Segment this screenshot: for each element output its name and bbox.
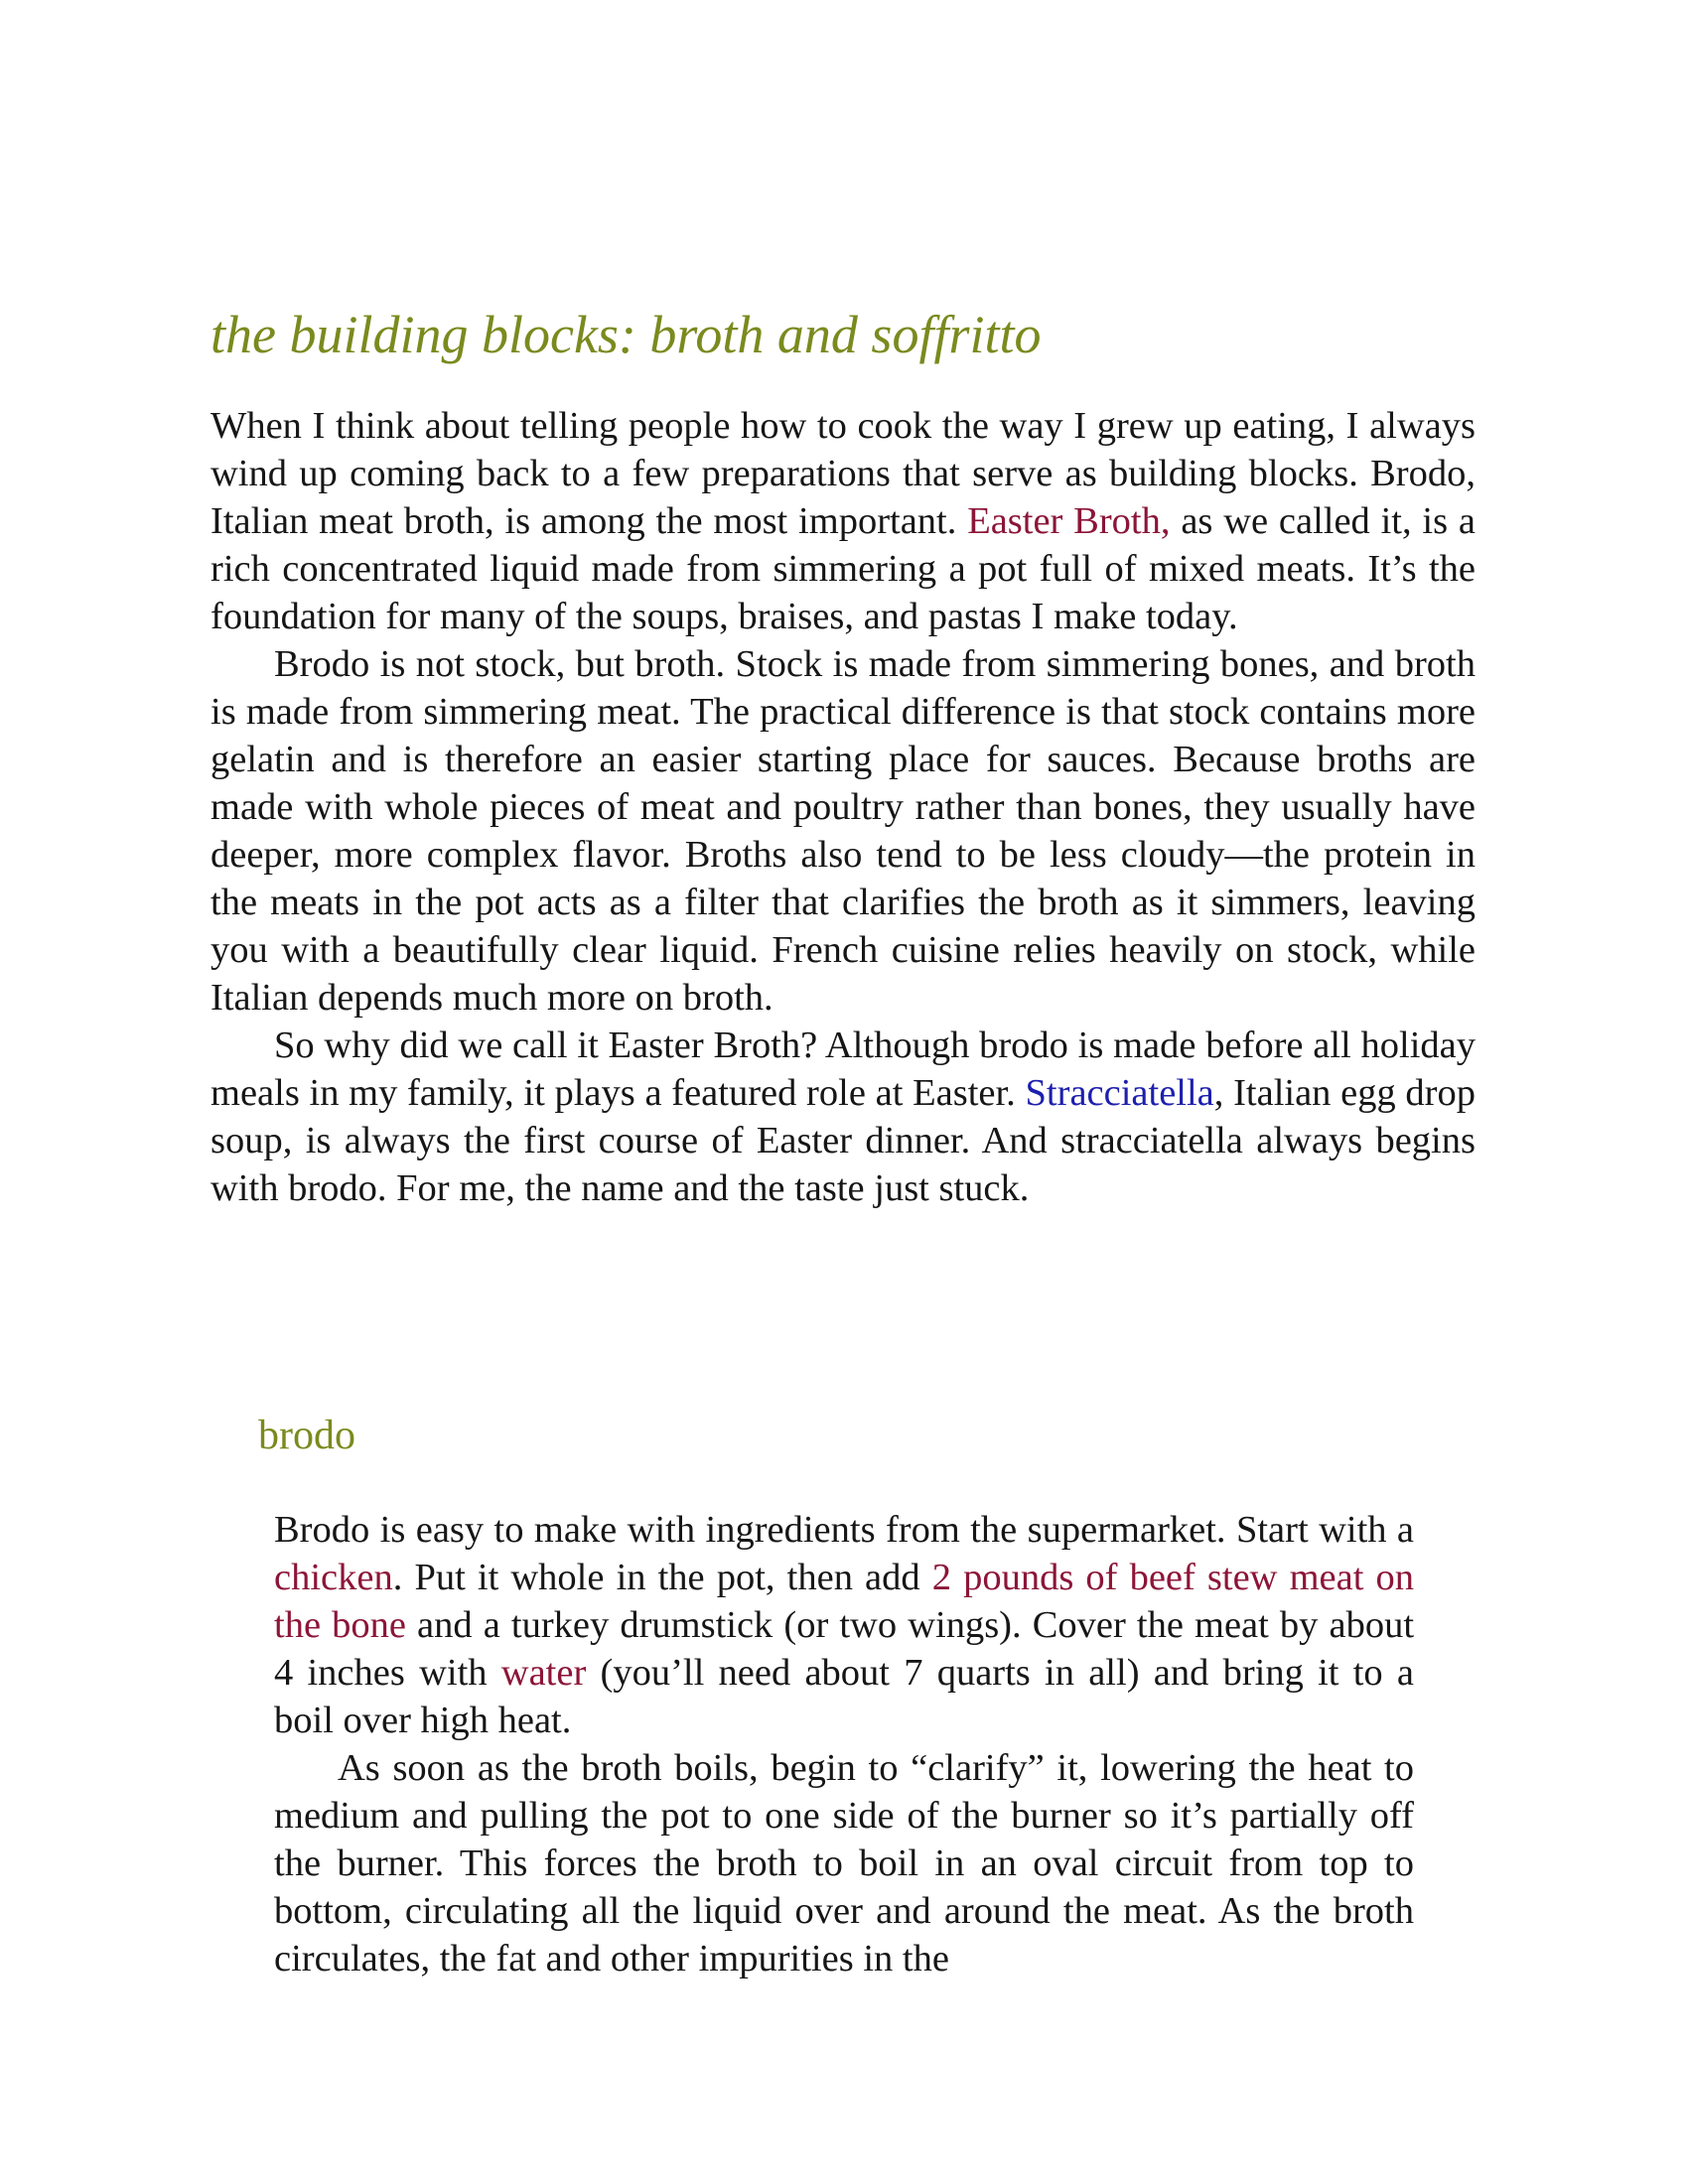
intro-paragraph-2: Brodo is not stock, but broth. Stock is made from simmering bones, and broth is made from simmering meat. The practical difference is that stock contains more gelatin and is therefore an easier starting place for sauces. Because broths are made with whole pieces of meat and poultry rather than bones, they usually have deeper, more complex flavor. Broths also tend to be less cloudy—the protein in the meats in the pot acts as a filter that clarifies the broth as it simmers, leaving you with a beautifully clear liquid. French cuisine relies heavily on stock, while Italian depends much more on broth. (211, 643, 1476, 1019)
intro-paragraph-1 (211, 402, 1476, 640)
intro-p3-text-after: , Italian egg drop soup, is always the first course of Easter dinner. And stracciatella always begins with brodo. For me, the name and the taste just stuck. (211, 1072, 1476, 1209)
ingredient-water-link[interactable]: water (500, 1652, 587, 1694)
easter-broth-link[interactable]: Easter Broth, (967, 500, 1171, 542)
intro-p1-text-before: When I think about telling people how to cook the way I grew up eating, I always wind up coming back to a few preparations that serve as building blocks. Brodo, Italian meat broth, is among the most important. (211, 405, 1476, 542)
chapter-title: the building blocks: broth and soffritto (211, 305, 1042, 364)
recipe-paragraph-1 (274, 1506, 1414, 1744)
recipe-p1-text-4: (you’ll need about 7 quarts in all) and bring it to a boil over high heat. (274, 1652, 1414, 1741)
ingredient-chicken-link[interactable]: chicken (274, 1557, 393, 1598)
ingredient-beef-link[interactable]: 2 pounds of beef stew meat on the bone (274, 1557, 1415, 1646)
intro-p1-text-after: as we called it, is a rich concentrated liquid made from simmering a pot full of mixed meats. It’s the foundation for many of the soups, braises, and pastas I make today. (211, 500, 1477, 637)
recipe-p1-text-2: . Put it whole in the pot, then add (392, 1557, 932, 1598)
recipe-p1-text-1: Brodo is easy to make with ingredients from the supermarket. Start with a (274, 1509, 1414, 1551)
intro-text (211, 402, 1476, 1212)
intro-p3-text-before: So why did we call it Easter Broth? Although brodo is made before all holiday meals in my family, it plays a featured role at Easter. (211, 1024, 1476, 1114)
intro-paragraph-3 (211, 1022, 1476, 1212)
recipe-title: brodo (258, 1413, 355, 1458)
recipe-paragraph-2: As soon as the broth boils, begin to “clarify” it, lowering the heat to medium and pulling the pot to one side of the burner so it’s partially off the burner. This forces the broth to boil in an oval circuit from top to bottom, circulating all the liquid over and around the meat. As the broth circulates, the fat and other impurities in the (274, 1747, 1414, 1979)
stracciatella-link[interactable]: Stracciatella (1025, 1072, 1214, 1114)
recipe-text (274, 1506, 1414, 1982)
recipe-p1-text-3: and a turkey drumstick (or two wings). Cover the meat by about 4 inches with (274, 1604, 1415, 1694)
